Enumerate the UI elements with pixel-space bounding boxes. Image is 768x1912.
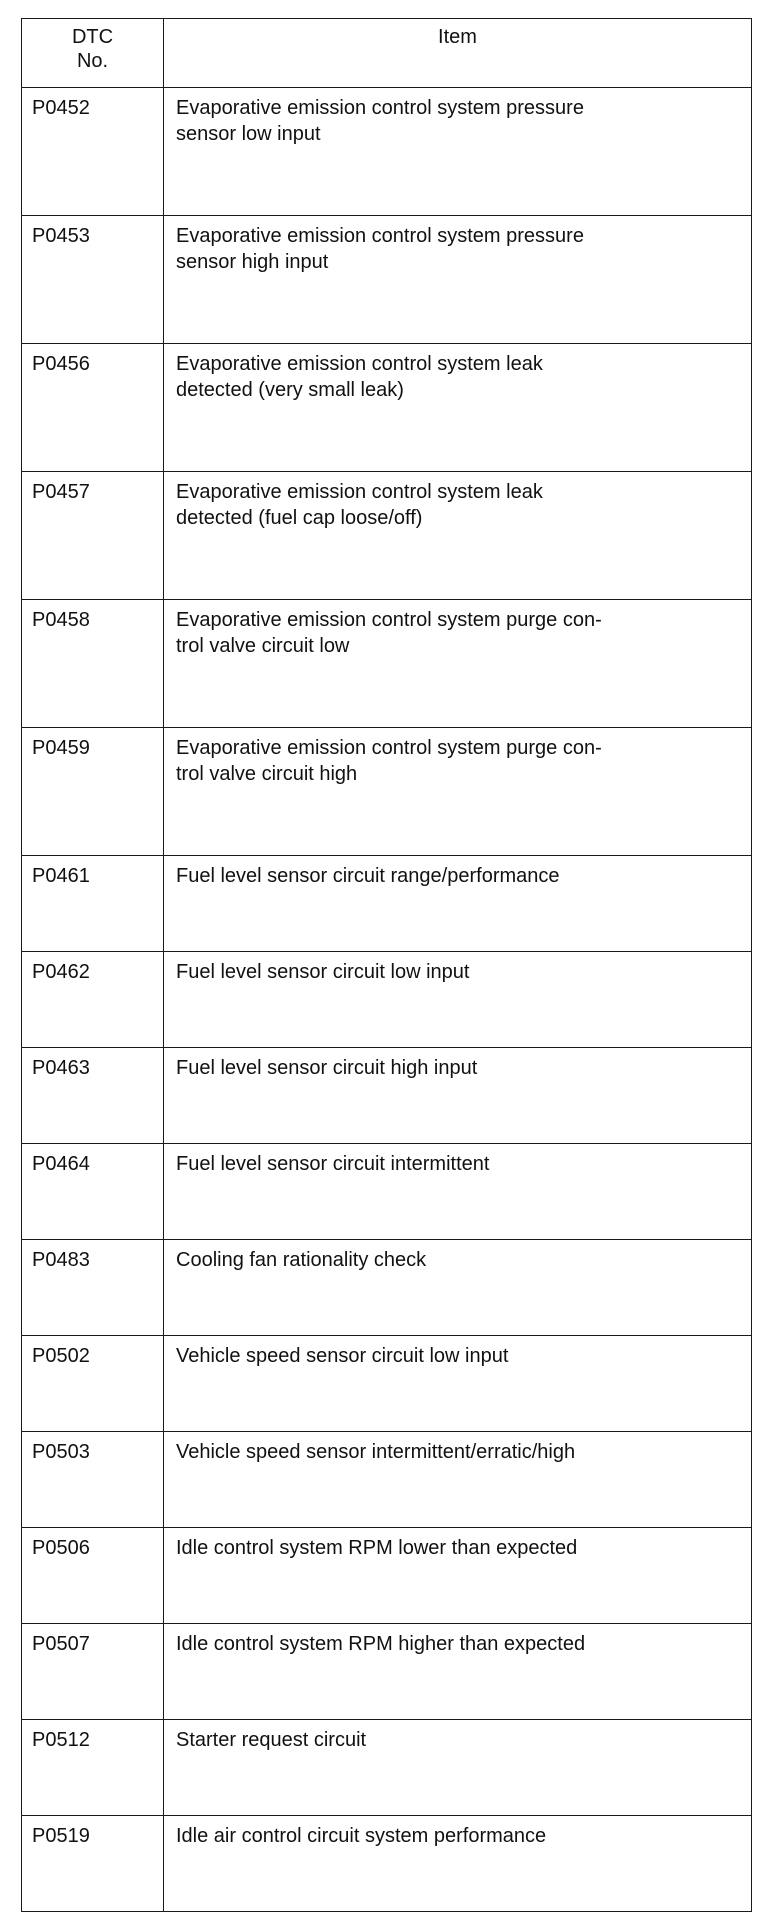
dtc-code-cell: P0461	[22, 856, 164, 952]
item-description-line: sensor low input	[176, 123, 321, 145]
item-description-line: Fuel level sensor circuit intermittent	[176, 1153, 490, 1175]
dtc-header-line2: No.	[76, 50, 109, 72]
dtc-code-cell: P0512	[22, 1720, 164, 1816]
table-row	[22, 600, 752, 728]
item-description-line: Starter request circuit	[176, 1729, 367, 1751]
item-description-line: Evaporative emission control system pressure	[176, 225, 584, 247]
item-description-cell	[164, 1816, 752, 1912]
table-row	[22, 1528, 752, 1624]
item-description-line: sensor high input	[176, 251, 329, 273]
dtc-code-cell: P0483	[22, 1240, 164, 1336]
dtc-code-cell: P0502	[22, 1336, 164, 1432]
item-description-line: Cooling fan rationality check	[176, 1249, 427, 1271]
item-description-cell	[164, 600, 752, 728]
dtc-code-cell: P0463	[22, 1048, 164, 1144]
item-description-cell	[164, 216, 752, 344]
dtc-code-cell: P0462	[22, 952, 164, 1048]
item-description-line: Evaporative emission control system pressure	[176, 97, 584, 119]
table-row	[22, 1624, 752, 1720]
dtc-header-line1: DTC	[71, 26, 114, 48]
dtc-code-cell: P0507	[22, 1624, 164, 1720]
item-description-cell	[164, 1432, 752, 1528]
item-description-line: Vehicle speed sensor intermittent/erratic/high	[176, 1441, 576, 1463]
item-description-line: Evaporative emission control system leak	[176, 353, 543, 375]
item-description-line: Idle control system RPM higher than expected	[176, 1633, 586, 1655]
dtc-code-cell: P0459	[22, 728, 164, 856]
item-description-cell	[164, 1336, 752, 1432]
item-description-cell	[164, 856, 752, 952]
item-description-cell	[164, 1144, 752, 1240]
table-row	[22, 1144, 752, 1240]
table-row	[22, 1336, 752, 1432]
item-description-cell	[164, 1720, 752, 1816]
dtc-code-cell: P0519	[22, 1816, 164, 1912]
item-description-line: Fuel level sensor circuit low input	[176, 961, 470, 983]
table-row	[22, 728, 752, 856]
item-description-line: Fuel level sensor circuit range/performance	[176, 865, 560, 887]
dtc-table	[21, 18, 752, 1912]
table-row	[22, 1432, 752, 1528]
item-description-line: Idle air control circuit system performance	[176, 1825, 547, 1847]
item-description-line: Fuel level sensor circuit high input	[176, 1057, 478, 1079]
table-body	[22, 88, 752, 1912]
item-description-cell	[164, 1528, 752, 1624]
table-row	[22, 216, 752, 344]
item-description-line: Idle control system RPM lower than expected	[176, 1537, 578, 1559]
table-row	[22, 1720, 752, 1816]
item-description-cell	[164, 88, 752, 216]
item-description-line: Evaporative emission control system purge con-	[176, 737, 602, 759]
table-row	[22, 1816, 752, 1912]
item-description-cell	[164, 952, 752, 1048]
table-row	[22, 344, 752, 472]
dtc-code-cell: P0453	[22, 216, 164, 344]
item-description-line: detected (fuel cap loose/off)	[176, 507, 423, 529]
dtc-code-cell: P0452	[22, 88, 164, 216]
item-description-line: trol valve circuit high	[176, 763, 358, 785]
dtc-code-cell: P0464	[22, 1144, 164, 1240]
table-header-row	[22, 19, 752, 88]
item-description-cell	[164, 344, 752, 472]
dtc-code-cell: P0458	[22, 600, 164, 728]
item-description-line: Evaporative emission control system leak	[176, 481, 543, 503]
table-row	[22, 952, 752, 1048]
table-row	[22, 856, 752, 952]
dtc-code-cell: P0503	[22, 1432, 164, 1528]
table-row	[22, 1240, 752, 1336]
item-description-cell	[164, 728, 752, 856]
table-row	[22, 472, 752, 600]
item-description-cell	[164, 1624, 752, 1720]
item-description-cell	[164, 1240, 752, 1336]
item-description-line: detected (very small leak)	[176, 379, 404, 401]
item-description-cell	[164, 472, 752, 600]
item-header: Item	[164, 19, 752, 88]
item-description-line: trol valve circuit low	[176, 635, 350, 657]
item-description-line: Evaporative emission control system purge con-	[176, 609, 602, 631]
item-description-line: Vehicle speed sensor circuit low input	[176, 1345, 509, 1367]
dtc-code-cell: P0506	[22, 1528, 164, 1624]
table-row	[22, 88, 752, 216]
item-description-cell	[164, 1048, 752, 1144]
dtc-no-header	[22, 19, 164, 88]
dtc-code-cell: P0457	[22, 472, 164, 600]
dtc-code-cell: P0456	[22, 344, 164, 472]
table-row	[22, 1048, 752, 1144]
